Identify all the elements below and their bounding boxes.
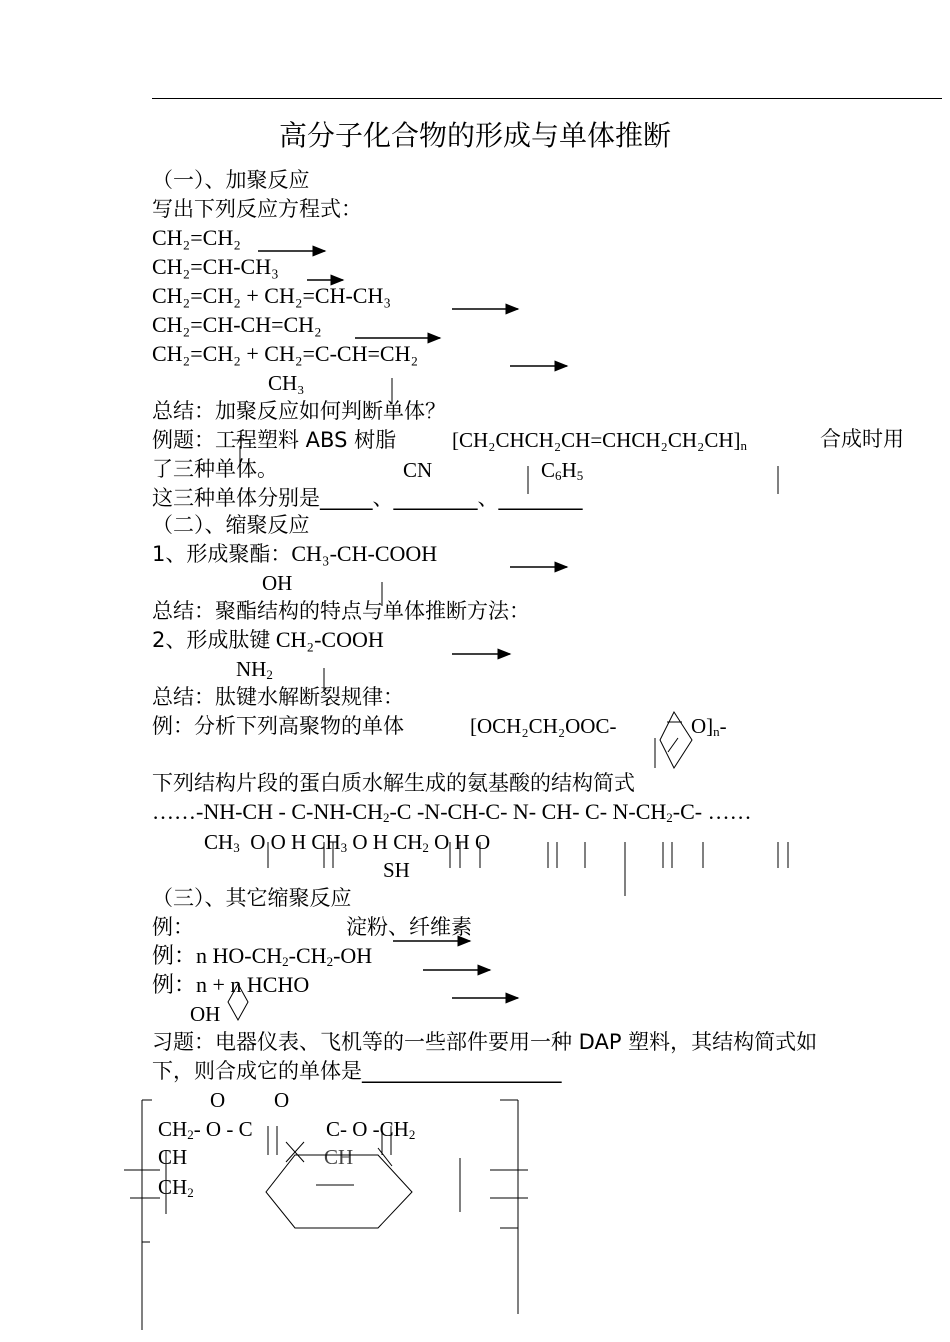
reaction-4: [152, 311, 322, 339]
example-starch-label: 例：: [152, 915, 194, 939]
carbonyl-o-left: O: [210, 1088, 226, 1112]
instruction: 写出下列反应方程式：: [152, 197, 362, 221]
reaction-3: [152, 282, 391, 310]
formula-ethylene-2: CH₂=CH₂: [152, 283, 241, 308]
abs-polymer: [CH₂CHCH₂CH=CHCH₂CH₂CH]: [452, 428, 741, 452]
ester-right: C- O $-CH_2$: [326, 1117, 416, 1142]
lactic-acid: CH₃-CH-COOH: [291, 541, 438, 566]
peptide-summary: 总结：肽键水解断裂规律：: [152, 685, 404, 709]
formula-propylene: CH₂=CH-CH₃: [152, 254, 279, 279]
glycine: CH₂-COOH: [275, 627, 384, 652]
abs-substituent-cn: CN: [403, 458, 433, 482]
peptide-reaction: [152, 626, 384, 654]
polyester-label: 1、形成聚酯：: [152, 542, 292, 566]
example-abs-line2: 了三种单体。: [152, 457, 278, 481]
ester-left: $CH_2-$ O - C: [158, 1117, 253, 1142]
polyester-summary: 总结：聚酯结构的特点与单体推断方法：: [152, 599, 530, 623]
section-2-heading: （二）、缩聚反应: [152, 513, 310, 537]
polyester-formula-end: $O]_n-$: [691, 714, 727, 739]
lactic-acid-oh: OH: [262, 571, 293, 595]
protein-chain: ……-NH-CH - $C-NH-CH_2-C$ -N-CH-C- N- CH- C- $N-CH_2-C-$ ……: [152, 799, 752, 825]
abs-n: n: [740, 438, 747, 453]
page-title: 高分子化合物的形成与单体推断: [278, 119, 671, 152]
example-starch: 淀粉、纤维素: [346, 915, 472, 939]
section-3-heading: （三）、其它缩聚反应: [152, 886, 352, 910]
polyester-reaction: [152, 540, 437, 568]
exercise-line-2: 下，则合成它的单体是___________________: [152, 1059, 562, 1083]
benzene-ring-polyester: [660, 712, 692, 768]
isoprene-methyl: CH₃: [268, 371, 305, 395]
reaction-5: [152, 340, 418, 368]
phenol-oh: OH: [190, 1002, 221, 1026]
formula-ethylene-3: CH₂=CH₂: [152, 341, 241, 366]
protein-sh: SH: [383, 858, 410, 882]
example-abs-tail: 合成时用: [820, 427, 904, 451]
exercise-line-1: 习题：电器仪表、飞机等的一些部件要用一种 DAP 塑料，其结构简式如: [152, 1030, 818, 1054]
formula-ethylene: CH₂=CH₂: [152, 225, 241, 250]
backbone-ch-left: CH: [158, 1145, 188, 1169]
protein-side-groups: $CH_3$ O O H $CH_3$ O H $CH_2$ O H O: [204, 830, 491, 855]
section-1-heading: （一）、加聚反应: [152, 168, 310, 192]
abs-substituent-phenyl: $C_6H_5$: [541, 458, 584, 483]
backbone-ch2: $CH_2$: [158, 1175, 194, 1200]
formula-isoprene: + CH₂=C-CH=CH₂: [246, 341, 419, 366]
example-glycol: 例：n $HO-CH_2-CH_2-OH$: [152, 943, 373, 969]
protein-question: 下列结构片段的蛋白质水解生成的氨基酸的结构简式: [152, 771, 635, 795]
polyester-question: 例：分析下列高聚物的单体: [152, 714, 404, 738]
reaction-1: [152, 224, 241, 252]
example-phenol: 例：n + n HCHO: [152, 972, 310, 997]
summary-addition: 总结：加聚反应如何判断单体？: [152, 399, 446, 423]
example-abs: [152, 426, 396, 454]
formula-propylene-2: + CH₂=CH-CH₃: [246, 283, 392, 308]
glycine-nh2: $NH_2$: [236, 657, 273, 682]
reaction-2: [152, 253, 279, 281]
polyester-formula: [OCH₂CH₂OOC-: [470, 714, 617, 738]
peptide-label: 2、形成肽键: [152, 628, 271, 652]
header-rule: [152, 98, 942, 99]
backbone-ch-right: CH: [324, 1145, 354, 1169]
monomer-blanks: 这三种单体分别是_____、________、________: [152, 486, 583, 510]
formula-butadiene: CH₂=CH-CH=CH₂: [152, 312, 322, 337]
example-abs-lead: 例题：工程塑料 ABS 树脂: [152, 428, 397, 452]
carbonyl-o-right: O: [274, 1088, 290, 1112]
abs-formula: [452, 427, 747, 453]
